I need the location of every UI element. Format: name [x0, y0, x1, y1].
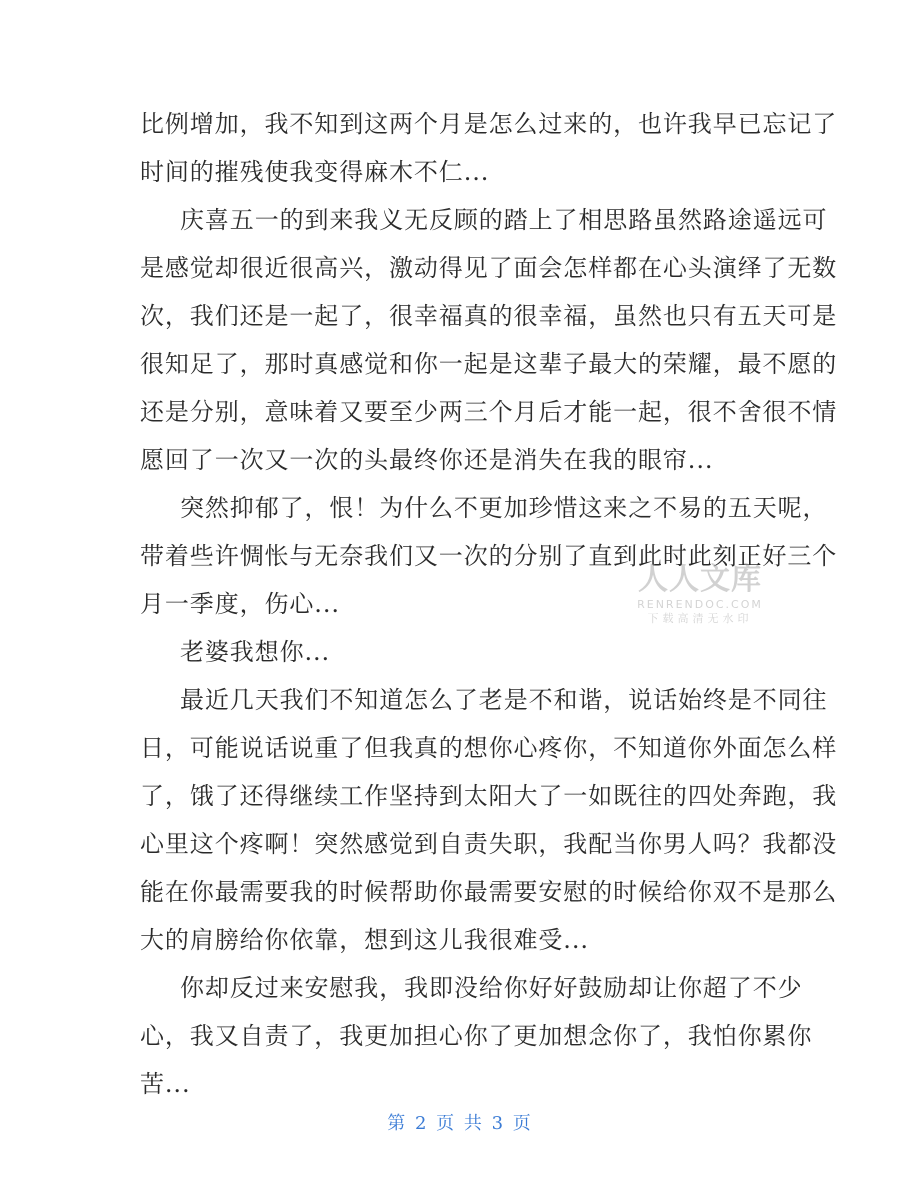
text-line: 是感觉却很近很高兴，激动得见了面会怎样都在心头演绎了无数 — [140, 254, 838, 282]
text-line: 了，饿了还得继续工作坚持到太阳大了一如既往的四处奔跑，我 — [140, 782, 838, 810]
paragraph-first-line: 突然抑郁了，恨！为什么不更加珍惜这来之不易的五天呢， — [180, 494, 828, 522]
watermark-domain: RENRENDOC.COM — [637, 598, 763, 611]
paragraph-first-line: 庆喜五一的到来我义无反顾的踏上了相思路虽然路途遥远可 — [180, 206, 828, 234]
paragraph-first-line: 老婆我想你... — [180, 638, 331, 666]
page-number: 第 2 页 共 3 页 — [387, 1113, 533, 1134]
text-line: 很知足了，那时真感觉和你一起是这辈子最大的荣耀，最不愿的 — [140, 350, 838, 378]
text-line: 苦... — [140, 1070, 191, 1098]
text-line: 还是分别，意味着又要至少两三个月后才能一起，很不舍很不情 — [140, 398, 838, 426]
text-line: 心，我又自责了，我更加担心你了更加想念你了，我怕你累你 — [140, 1022, 813, 1050]
text-line: 能在你最需要我的时候帮助你最需要安慰的时候给你双不是那么 — [140, 878, 838, 906]
watermark-title: 人人文库 — [638, 562, 762, 597]
paragraph-first-line: 最近几天我们不知道怎么了老是不和谐，说话始终是不同往 — [180, 686, 828, 714]
text-line: 月一季度，伤心... — [140, 590, 340, 618]
paragraph-first-line: 你却反过来安慰我，我即没给你好好鼓励却让你超了不少 — [180, 974, 803, 1002]
text-line: 愿回了一次又一次的头最终你还是消失在我的眼帘... — [140, 446, 714, 474]
text-line: 日，可能说话说重了但我真的想你心疼你，不知道你外面怎么样 — [140, 734, 838, 762]
text-line: 比例增加，我不知到这两个月是怎么过来的，也许我早已忘记了 — [140, 110, 838, 138]
text-line: 心里这个疼啊！突然感觉到自责失职，我配当你男人吗？我都没 — [140, 830, 838, 858]
watermark-logo — [620, 562, 780, 626]
watermark-slogan: 下载高清无水印 — [647, 612, 753, 625]
text-line: 大的肩膀给你依靠，想到这儿我很难受... — [140, 926, 589, 954]
text-line: 次，我们还是一起了，很幸福真的很幸福，虽然也只有五天可是 — [140, 302, 838, 330]
text-line: 带着些许惆怅与无奈我们又一次的分别了直到此时此刻正好三个 — [140, 542, 838, 570]
text-line: 时间的摧残使我变得麻木不仁... — [140, 158, 490, 186]
